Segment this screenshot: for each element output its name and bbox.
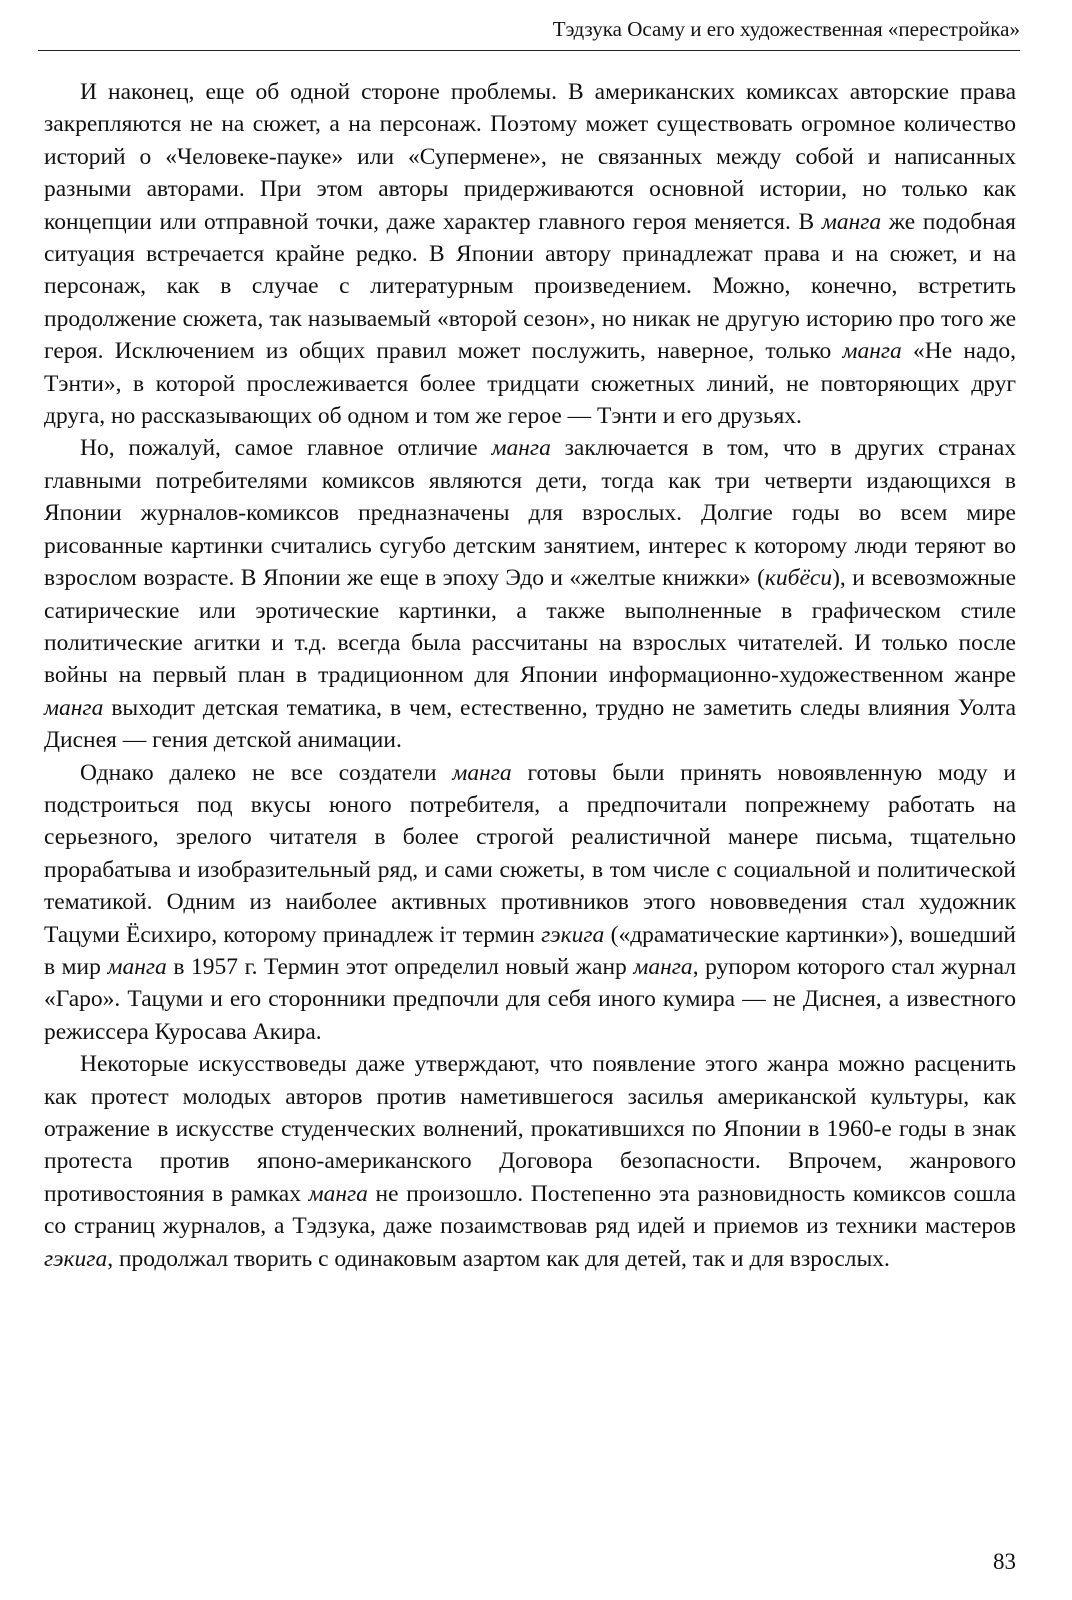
text-run: И наконец, еще об одной стороне проблемы. В американских комиксах авторские права закрепляются не на сюжет, а на персонаж. Поэтому может существовать огромное количество историй о «Человеке-пауке» или «Супермене», не связанных между собой и написанных разными авторами. При этом авторы придерживаются основной истории, но только как концепции или отправной точки, даже характер главного героя меняется. В xyxy=(44,79,1016,235)
italic-term: манга xyxy=(842,338,902,365)
running-header: Тэдзука Осаму и его художественная «перестройка» xyxy=(38,16,1020,51)
italic-term: гэкига xyxy=(541,921,605,948)
italic-term: манга xyxy=(452,759,512,786)
text-run: («драматические картинки»), вошедший в мир xyxy=(44,921,1017,980)
italic-term: кибёси xyxy=(764,565,833,592)
paragraph xyxy=(44,757,1016,1049)
italic-term: манга xyxy=(821,208,882,235)
text-run: Некоторые искусствоведы даже утверждают, что появление этого жанра можно расценить как протест молодых авторов против наметившегося засилья американской культуры, как отражение в искусстве студенческих волнений, прокатившихся по Японии в 1960-е годы в знак протеста против японо-американского Договора безопасности. Впрочем, жанрового противостояния в рамках xyxy=(44,1051,1016,1207)
paragraph xyxy=(44,432,1016,756)
text-run: Однако далеко не все создатели xyxy=(80,759,453,786)
italic-term: гэкига xyxy=(44,1245,108,1272)
text-run: заключается в том, что в других странах главными потребителями комиксов являются дети, тогда как три четверти издающихся в Японии журналов-комиксов предназначены для взрослых. Долгие годы во всем мире рисованные картинки считались сугубо детским занятием, интерес к которому люди теряют во взрослом возрасте. В Японии же еще в эпоху Эдо и «желтые книжки» ( xyxy=(44,435,1017,592)
paragraph xyxy=(44,1048,1016,1275)
text-run: «Не надо, Тэнти», в которой прослеживается более тридцати сюжетных линий, не повторяющих друг друга, но рассказывающих об одном и том же герое — Тэнти и его друзьях. xyxy=(44,338,1017,430)
italic-term: манга xyxy=(491,435,551,462)
paragraph xyxy=(44,76,1016,432)
italic-term: манга xyxy=(633,953,693,980)
text-run: Но, пожалуй, самое главное отличие xyxy=(80,435,492,462)
page-number: 83 xyxy=(993,1549,1016,1574)
text-run: готовы были принять новоявленную моду и подстроиться под вкусы юного потребителя, а предпочитали попрежнему работать на серьезного, зрелого читателя в более строгой реалистичной манере письма, тщательно прорабатыва и изобразительный ряд, и сами сюжеты, в том числе с социальной и политической тематикой. Одним из наиболее активных противников этого нововведения стал художник Тацуми Ёсихиро, которому принадлеж іт термин xyxy=(44,759,1016,948)
text-run: , рупором которого стал журнал «Гаро». Тацуми и его сторонники предпочли для себя иного кумира — не Диснея, а известного режиссера Куросава Акира. xyxy=(44,953,1016,1045)
text-run: ), и всевозможные сатирические или эротические картинки, а также выполненные в графическом стиле политические агитки и т.д. всегда была рассчитаны на взрослых читателей. И только после войны на первый план в традиционном для Японии информационно-художественном жанре xyxy=(44,565,1016,689)
text-run: , продолжал творить с одинаковым азартом как для детей, так и для взрослых. xyxy=(107,1245,890,1272)
italic-term: манга xyxy=(107,953,167,980)
text-run: не произошло. Постепенно эта разновидность комиксов сошла со страниц журналов, а Тэдзука, даже позаимствовав ряд идей и приемов из техники мастеров xyxy=(44,1180,1016,1240)
italic-term: манга xyxy=(308,1180,368,1207)
text-run: же подобная ситуация встречается крайне редко. В Японии автору принадлежат права и на сюжет, и на персонаж, как в случае с литературным произведением. Можно, конечно, встретить продолжение сюжета, так называемый «второй сезон», но никак не другую историю про того же героя. Исключением из общих правил может послужить, наверное, только xyxy=(44,208,1016,365)
italic-term: манга xyxy=(44,694,104,721)
text-run: выходит детская тематика, в чем, естественно, трудно не заметить следы влияния Уолта Диснея — гения детской анимации. xyxy=(44,694,1016,754)
text-run: в 1957 г. Термин этот определил новый жанр xyxy=(166,953,634,980)
body-text xyxy=(44,76,1016,1275)
